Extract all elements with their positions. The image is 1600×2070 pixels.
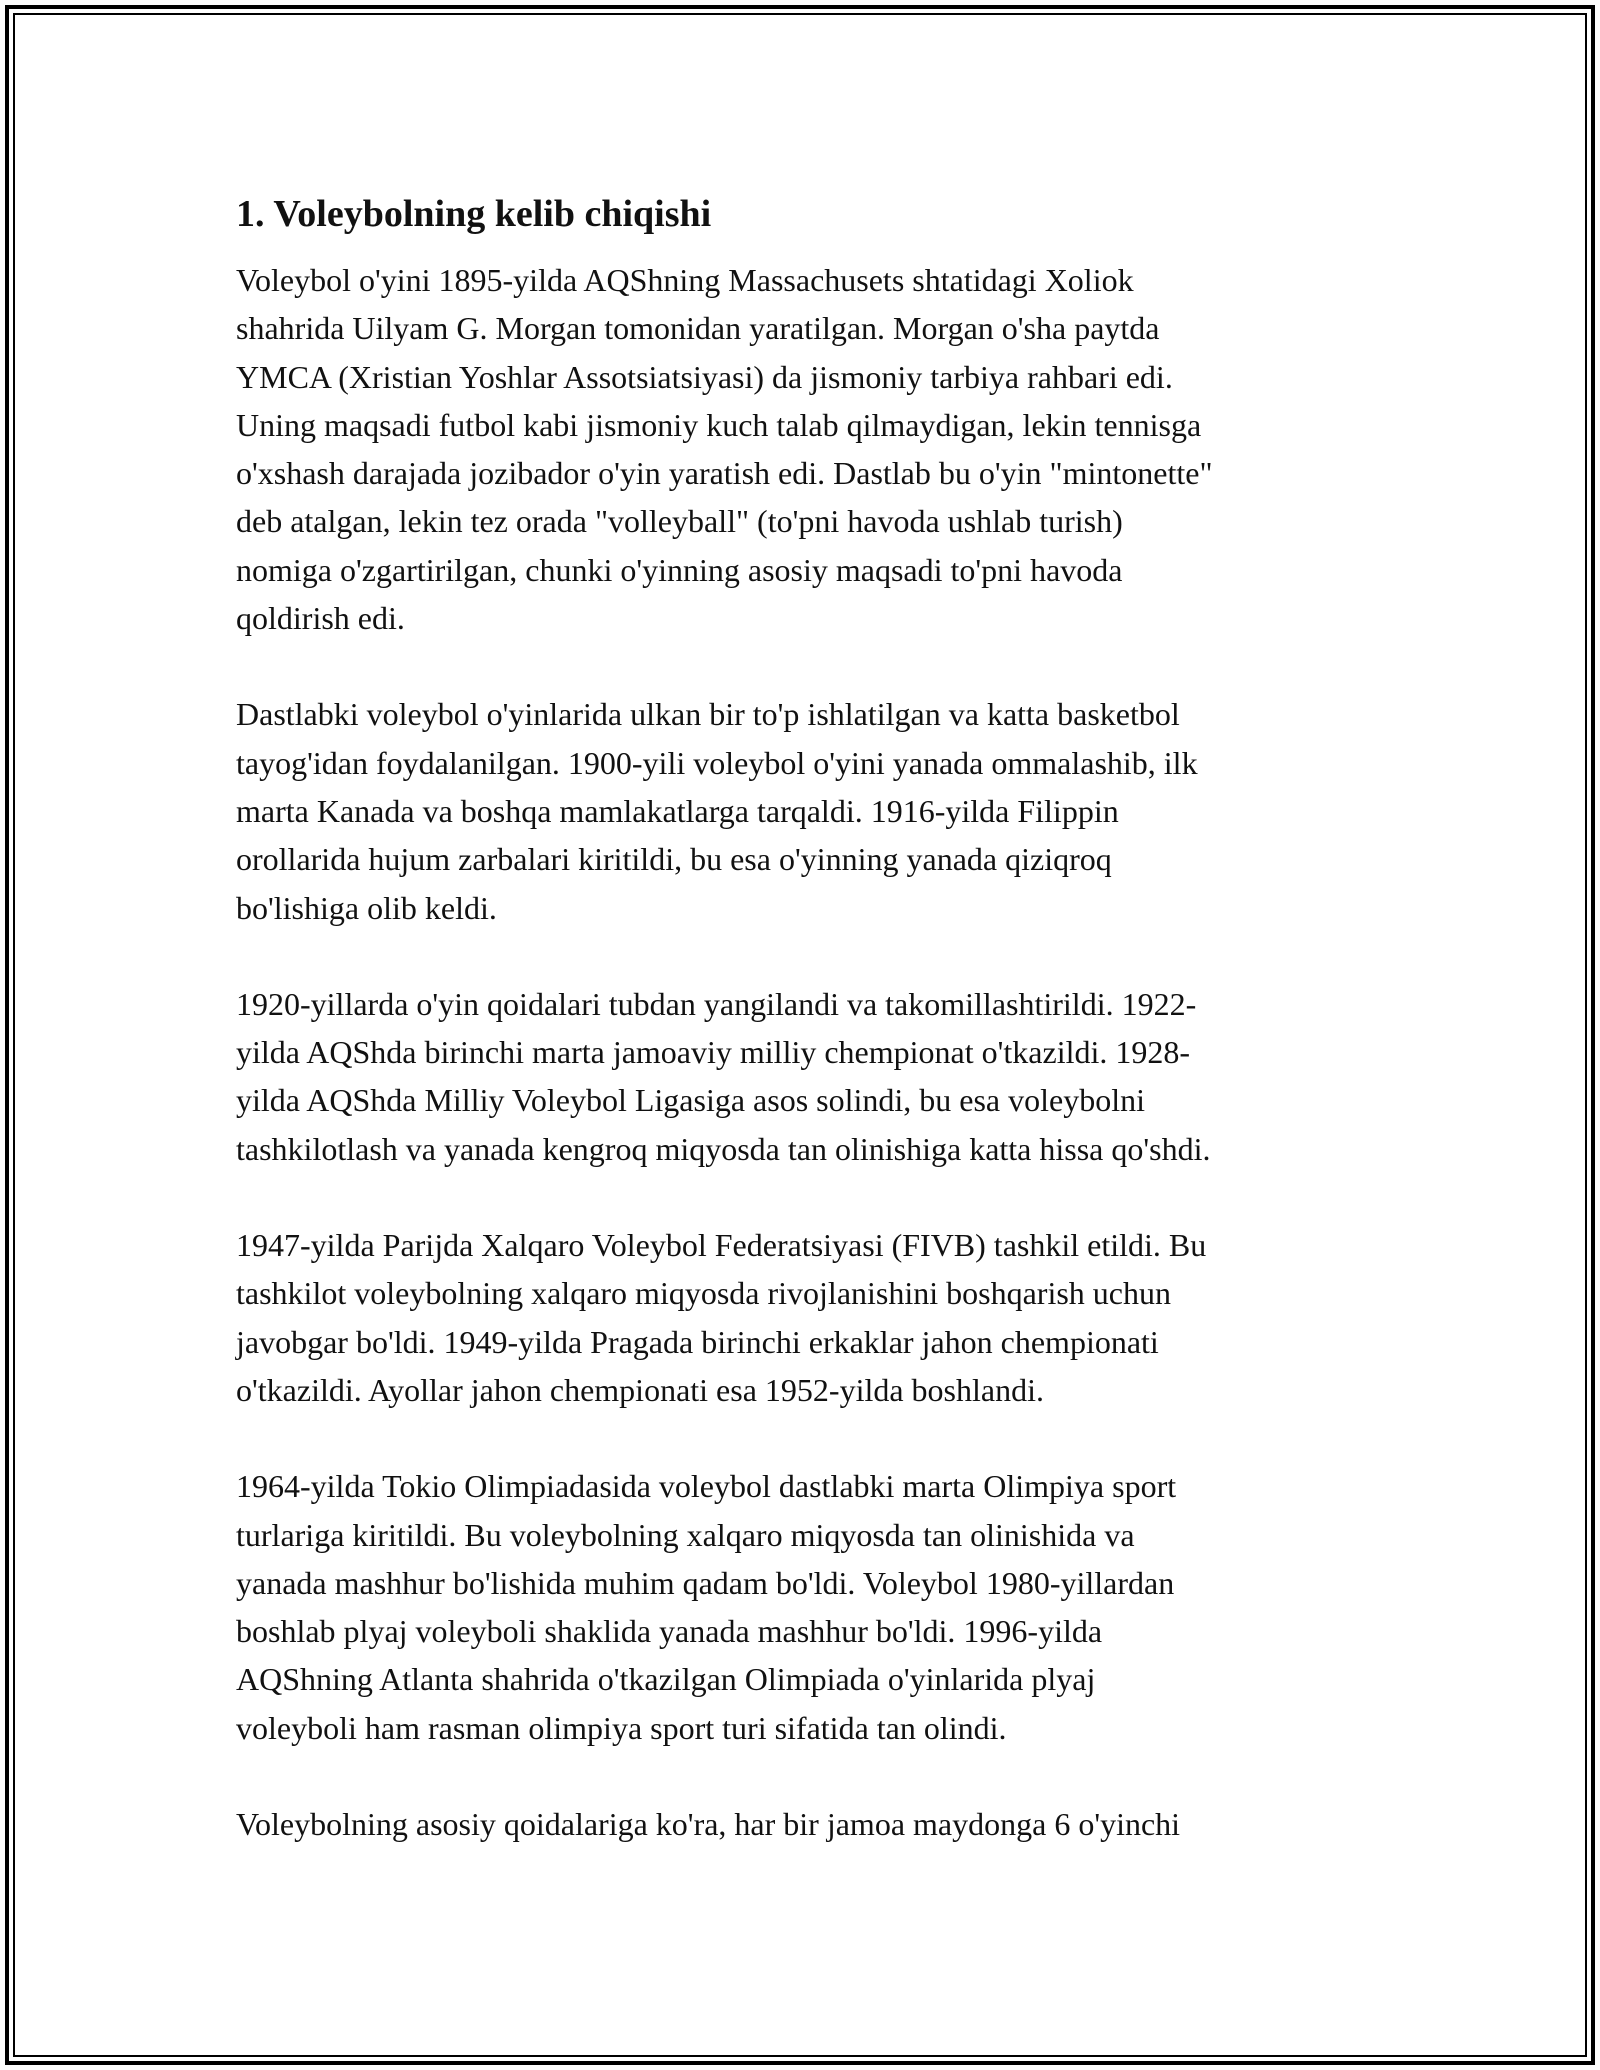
section-heading: 1. Voleybolning kelib chiqishi bbox=[236, 193, 712, 235]
paragraph-early-spread: Dastlabki voleybol o'yinlarida ulkan bir to'p ishlatilgan va katta basketbol tayog'idan foydalanilgan. 1900-yili voleybol o'yini yanada ommalashib, ilk marta Kanada va boshqa mamlakatlarga tarqaldi. 1916-yilda Filippin orollarida hujum zarbalari kiritildi, bu esa o'yinning yanada qiziqroq bo'lishiga olib keldi. bbox=[236, 696, 1198, 926]
document-body bbox=[236, 186, 1366, 1896]
paragraph-fivb: 1947-yilda Parijda Xalqaro Voleybol Federatsiyasi (FIVB) tashkil etildi. Bu tashkilot voleybolning xalqaro miqyosda rivojlanishini boshqarish uchun javobgar bo'ldi. 1949-yilda Pragada birinchi erkaklar jahon chempionati o'tkazildi. Ayollar jahon chempionati esa 1952-yilda boshlandi. bbox=[236, 1227, 1207, 1408]
paragraph-basic-rules: Voleybolning asosiy qoidalariga ko'ra, har bir jamoa maydonga 6 o'yinchi bbox=[236, 1806, 1181, 1843]
paragraph-rules-1920s: 1920-yillarda o'yin qoidalari tubdan yangilandi va takomillashtirildi. 1922- yilda AQShda birinchi marta jamoaviy milliy chempionat o'tkazildi. 1928- yilda AQShda Milliy Voleybol Ligasiga asos solindi, bu esa voleybolni tashkilotlash va yanada kengroq miqyosda tan olinishiga katta hissa qo'shdi. bbox=[236, 985, 1211, 1167]
paragraph-olympics: 1964-yilda Tokio Olimpiadasida voleybol dastlabki marta Olimpiya sport turlariga kiritildi. Bu voleybolning xalqaro miqyosda tan olinishida va yanada mashhur bo'lishida muhim qadam bo'ldi. Voleybol 1980-yillardan boshlab plyaj voleyboli shaklida yanada mashhur bo'ldi. 1996-yilda AQShning Atlanta shahrida o'tkazilgan Olimpiada o'yinlarida plyaj voleyboli ham rasman olimpiya sport turi sifatida tan olindi. bbox=[236, 1468, 1177, 1746]
paragraph-origin: Voleybol o'yini 1895-yilda AQShning Massachusets shtatidagi Xoliok shahrida Uilyam G. Morgan tomonidan yaratilgan. Morgan o'sha paytda YMCA (Xristian Yoshlar Assotsiatsiyasi) da jismoniy tarbiya rahbari edi. Uning maqsadi futbol kabi jismoniy kuch talab qilmaydigan, lekin tennisga o'xshash darajada jozibador o'yin yaratish edi. Dastlab bu o'yin "mintonette" deb atalgan, lekin tez orada "volleyball" (to'pni havoda ushlab turish) nomiga o'zgartirilgan, chunki o'yinning asosiy maqsadi to'pni havoda qoldirish edi. bbox=[236, 262, 1213, 637]
